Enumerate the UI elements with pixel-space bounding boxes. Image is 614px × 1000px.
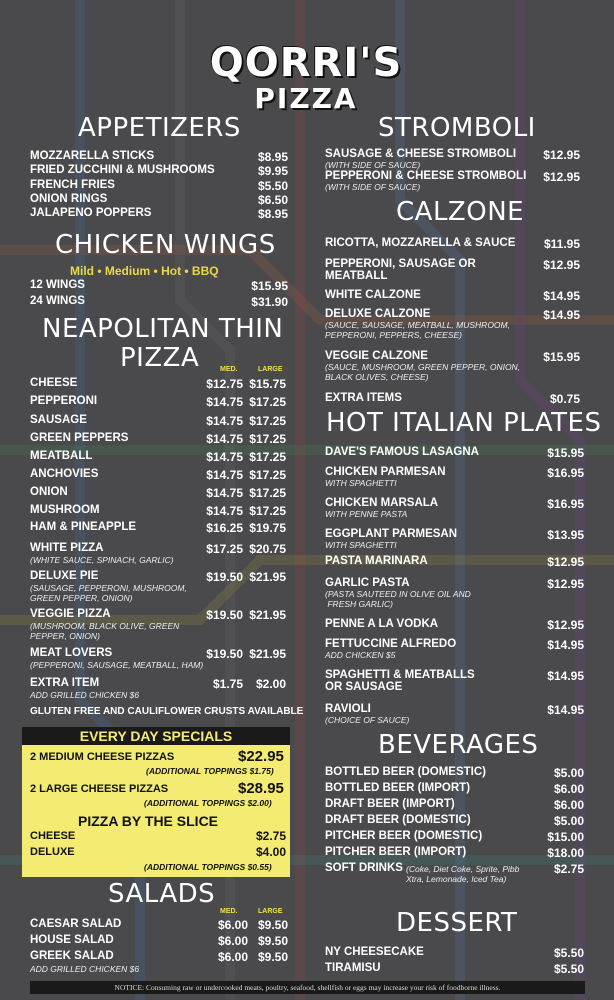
stromboli-item-note: (WITH SIDE OF SAUCE) — [325, 160, 421, 170]
stromboli-item-note: (WITH SIDE OF SAUCE) — [325, 182, 421, 192]
salad-item-name: HOUSE SALAD — [30, 934, 114, 946]
slice2-price: $4.00 — [256, 845, 287, 859]
beverage-item-price: $18.00 — [547, 846, 584, 860]
pizza-price-large: $19.75 — [249, 521, 286, 535]
calzone-item-price: $0.75 — [549, 392, 580, 406]
beverage-item-price: $6.00 — [553, 782, 584, 796]
salads-col-large: LARGE — [258, 908, 283, 915]
plate-item-price: $15.95 — [547, 446, 584, 460]
pizza-item-name: CHEESE — [30, 377, 78, 389]
pizza-price-large: $17.25 — [249, 450, 286, 464]
pizza-col-med: MED. — [220, 366, 238, 373]
stromboli-item-price: $12.95 — [543, 170, 580, 184]
slice2-name: DELUXE — [30, 846, 75, 858]
pizza-price-med: $14.75 — [206, 450, 243, 464]
logo-subtitle: PIZZA — [254, 82, 358, 115]
plate-item-name: FETTUCCINE ALFREDO — [325, 638, 457, 650]
plate-item-price: $12.95 — [547, 618, 584, 632]
appetizer-item-price: $8.95 — [257, 207, 288, 221]
pizza-item-name: MEAT LOVERS — [30, 647, 113, 659]
pizza-item-name: EXTRA ITEM — [30, 677, 100, 689]
salads-note: ADD GRILLED CHICKEN $6 — [30, 964, 140, 974]
pizza-heading-line2: PIZZA — [120, 343, 200, 373]
pizza-price-med: $14.75 — [206, 432, 243, 446]
stromboli-item-price: $12.95 — [543, 148, 580, 162]
pizza-price-large: $17.25 — [249, 414, 286, 428]
wing-sauces: Mild • Medium • Hot • BBQ — [70, 264, 219, 278]
pizza-item-note: (SAUSAGE, PEPPERONI, MUSHROOM, GREEN PEPPER, ONION) — [30, 583, 187, 603]
logo-name: QORRI'S — [209, 40, 403, 86]
deal1-note: (ADDITIONAL TOPPINGS $1.75) — [146, 766, 274, 776]
pizza-item-name: WHITE PIZZA — [30, 542, 104, 554]
pizza-item-name: GREEN PEPPERS — [30, 432, 129, 444]
pizza-item-name: VEGGIE PIZZA — [30, 608, 111, 620]
pizza-price-large: $17.25 — [249, 468, 286, 482]
beverage-item-name: DRAFT BEER (DOMESTIC) — [325, 814, 471, 826]
appetizer-item-name: FRENCH FRIES — [30, 179, 115, 191]
stromboli-item-name: SAUSAGE & CHEESE STROMBOLI — [325, 148, 517, 160]
plate-item-price: $14.95 — [547, 703, 584, 717]
food-safety-notice: NOTICE: Consuming raw or undercooked meats, poultry, seafood, shellfish or eggs may increase your risk of foodborne illness. — [30, 981, 585, 994]
slice1-name: CHEESE — [30, 830, 76, 842]
beverage-item-name: BOTTLED BEER (IMPORT) — [325, 782, 471, 794]
calzone-item-price: $11.95 — [543, 237, 580, 251]
salad-price-med: $6.00 — [217, 918, 248, 932]
plate-item-name: EGGPLANT PARMESAN — [325, 528, 458, 540]
pizza-heading-line1: NEAPOLITAN THIN — [42, 314, 284, 344]
deal1-price: $22.95 — [238, 748, 284, 765]
plate-item-name: DAVE'S FAMOUS LASAGNA — [325, 446, 479, 458]
slice-note: (ADDITIONAL TOPPINGS $0.55) — [144, 862, 272, 872]
beverage-item-name: PITCHER BEER (DOMESTIC) — [325, 830, 483, 842]
pizza-price-med: $19.50 — [206, 647, 243, 661]
wing-item-name: 12 WINGS — [30, 279, 85, 291]
pizza-price-large: $20.75 — [249, 542, 286, 556]
pizza-price-med: $17.25 — [206, 542, 243, 556]
plate-item-note: (CHOICE OF SAUCE) — [325, 715, 410, 725]
pizza-item-name: PEPPERONI — [30, 395, 98, 407]
plate-item-price: $14.95 — [547, 669, 584, 683]
dessert-item-price: $5.50 — [553, 962, 584, 976]
pizza-price-large: $21.95 — [249, 647, 286, 661]
calzone-heading: CALZONE — [396, 197, 525, 227]
chicken-wings-heading: CHICKEN WINGS — [55, 230, 276, 260]
plate-item-price: $16.95 — [547, 497, 584, 511]
plate-item-price: $14.95 — [547, 638, 584, 652]
pizza-price-med: $1.75 — [212, 677, 243, 691]
beverage-item-price: $6.00 — [553, 798, 584, 812]
plate-item-price: $12.95 — [547, 577, 584, 591]
appetizer-item-name: MOZZARELLA STICKS — [30, 150, 155, 162]
appetizers-heading: APPETIZERS — [78, 113, 241, 143]
pizza-price-med: $16.25 — [206, 521, 243, 535]
pizza-price-med: $14.75 — [206, 468, 243, 482]
plate-item-note: (PASTA SAUTEED IN OLIVE OIL AND FRESH GARLIC) — [325, 589, 471, 609]
pizza-item-note: (WHITE SAUCE, SPINACH, GARLIC) — [30, 555, 174, 565]
stromboli-item-name: PEPPERONI & CHEESE STROMBOLI — [325, 170, 527, 182]
calzone-item-name: DELUXE CALZONE — [325, 308, 431, 320]
calzone-item-price: $14.95 — [543, 308, 580, 322]
appetizer-item-price: $8.95 — [257, 150, 288, 164]
pizza-item-name: ONION — [30, 486, 68, 498]
pizza-item-name: MUSHROOM — [30, 504, 100, 516]
deal2-price: $28.95 — [238, 780, 284, 797]
plate-item-note: WITH SPAGHETTI — [325, 540, 397, 550]
pizza-item-name: DELUXE PIE — [30, 570, 99, 582]
pizza-price-large: $17.25 — [249, 395, 286, 409]
wing-item-price: $31.90 — [251, 295, 288, 309]
pizza-price-large: $17.25 — [249, 486, 286, 500]
dessert-item-name: TIRAMISU — [325, 962, 381, 974]
wing-item-price: $15.95 — [251, 279, 288, 293]
salad-price-large: $9.50 — [257, 950, 288, 964]
soft-drinks-name: SOFT DRINKS — [325, 862, 403, 874]
calzone-item-note: (SAUCE, MUSHROOM, GREEN PEPPER, ONION, BLACK OLIVES, CHEESE) — [325, 362, 521, 382]
beverage-item-name: BOTTLED BEER (DOMESTIC) — [325, 766, 486, 778]
dessert-item-price: $5.50 — [553, 946, 584, 960]
beverage-item-price: $5.00 — [553, 814, 584, 828]
pizza-price-med: $14.75 — [206, 486, 243, 500]
calzone-item-name: WHITE CALZONE — [325, 289, 421, 301]
appetizer-item-price: $9.95 — [257, 164, 288, 178]
calzone-item-name: VEGGIE CALZONE — [325, 350, 428, 362]
pizza-price-large: $21.95 — [249, 570, 286, 584]
pizza-price-med: $19.50 — [206, 570, 243, 584]
plate-item-price: $13.95 — [547, 528, 584, 542]
appetizer-item-name: JALAPENO POPPERS — [30, 207, 152, 219]
stromboli-heading: STROMBOLI — [378, 113, 536, 143]
beverage-item-name: DRAFT BEER (IMPORT) — [325, 798, 455, 810]
pizza-item-note: (PEPPERONI, SAUSAGE, MEATBALL, HAM) — [30, 660, 204, 670]
soft-drinks-note: (Coke, Diet Coke, Sprite, Pibb Xtra, Lemonade, Iced Tea) — [406, 864, 520, 884]
pizza-item-name: ANCHOVIES — [30, 468, 99, 480]
pizza-item-note: ADD GRILLED CHICKEN $6 — [30, 690, 140, 700]
calzone-item-price: $14.95 — [543, 289, 580, 303]
pizza-item-name: MEATBALL — [30, 450, 93, 462]
salad-price-large: $9.50 — [257, 934, 288, 948]
calzone-item-name: PEPPERONI, SAUSAGE OR MEATBALL — [325, 258, 476, 282]
plates-heading: HOT ITALIAN PLATES — [326, 408, 602, 438]
plate-item-note: WITH SPAGHETTI — [325, 478, 397, 488]
plate-item-name: SPAGHETTI & MEATBALLS OR SAUSAGE — [325, 669, 475, 693]
pizza-price-med: $14.75 — [206, 504, 243, 518]
plate-item-price: $12.95 — [547, 555, 584, 569]
beverage-item-price: $5.00 — [553, 766, 584, 780]
deal2-note: (ADDITIONAL TOPPINGS $2.00) — [144, 798, 272, 808]
pizza-price-large: $17.25 — [249, 432, 286, 446]
calzone-item-name: RICOTTA, MOZZARELLA & SAUCE — [325, 237, 516, 249]
crust-note: GLUTEN FREE AND CAULIFLOWER CRUSTS AVAILABLE — [30, 706, 304, 717]
plate-item-name: PASTA MARINARA — [325, 555, 428, 567]
appetizer-item-price: $6.50 — [257, 193, 288, 207]
calzone-item-price: $12.95 — [543, 258, 580, 272]
salads-heading: SALADS — [108, 879, 216, 909]
pizza-price-large: $15.75 — [249, 377, 286, 391]
pizza-price-large: $17.25 — [249, 504, 286, 518]
slice1-price: $2.75 — [256, 829, 287, 843]
beverages-heading: BEVERAGES — [378, 730, 539, 760]
salad-price-med: $6.00 — [217, 934, 248, 948]
pizza-price-med: $19.50 — [206, 608, 243, 622]
beverage-item-price: $15.00 — [547, 830, 584, 844]
pizza-price-large: $2.00 — [255, 677, 286, 691]
pizza-col-large: LARGE — [258, 366, 283, 373]
plate-item-name: CHICKEN MARSALA — [325, 497, 439, 509]
plate-item-note: WITH PENNE PASTA — [325, 509, 408, 519]
calzone-item-note: (SAUCE, SAUSAGE, MEATBALL, MUSHROOM, PEPPERONI, PEPPERS, CHEESE) — [325, 320, 510, 340]
calzone-item-name: EXTRA ITEMS — [325, 392, 402, 404]
plate-item-name: RAVIOLI — [325, 703, 371, 715]
plate-item-name: GARLIC PASTA — [325, 577, 410, 589]
appetizer-item-name: FRIED ZUCCHINI & MUSHROOMS — [30, 164, 215, 176]
pizza-item-name: HAM & PINEAPPLE — [30, 521, 137, 533]
appetizer-item-price: $5.50 — [257, 179, 288, 193]
everyday-specials-box — [22, 727, 290, 877]
pizza-price-large: $21.95 — [249, 608, 286, 622]
salad-item-name: CAESAR SALAD — [30, 918, 122, 930]
dessert-heading: DESSERT — [396, 908, 518, 938]
dessert-item-name: NY CHEESECAKE — [325, 946, 424, 958]
salad-item-name: GREEK SALAD — [30, 950, 114, 962]
plate-item-name: CHICKEN PARMESAN — [325, 466, 446, 478]
slice-heading: PIZZA BY THE SLICE — [78, 813, 219, 829]
appetizer-item-name: ONION RINGS — [30, 193, 108, 205]
restaurant-logo — [206, 38, 406, 116]
salad-price-large: $9.50 — [257, 918, 288, 932]
pizza-price-med: $12.75 — [206, 377, 243, 391]
plate-item-note: ADD CHICKEN $5 — [325, 650, 396, 660]
wing-item-name: 24 WINGS — [30, 295, 85, 307]
pizza-item-name: SAUSAGE — [30, 414, 87, 426]
calzone-item-price: $15.95 — [543, 350, 580, 364]
salad-price-med: $6.00 — [217, 950, 248, 964]
specials-heading: EVERY DAY SPECIALS — [22, 727, 290, 745]
plate-item-name: PENNE A LA VODKA — [325, 618, 439, 630]
pizza-item-note: (MUSHROOM, BLACK OLIVE, GREEN PEPPER, ONION) — [30, 621, 180, 641]
deal1-name: 2 MEDIUM CHEESE PIZZAS — [30, 751, 175, 763]
deal2-name: 2 LARGE CHEESE PIZZAS — [30, 783, 169, 795]
salads-col-med: MED. — [220, 908, 238, 915]
pizza-price-med: $14.75 — [206, 414, 243, 428]
soft-drinks-price: $2.75 — [553, 862, 584, 876]
beverage-item-name: PITCHER BEER (IMPORT) — [325, 846, 467, 858]
plate-item-price: $16.95 — [547, 466, 584, 480]
pizza-price-med: $14.75 — [206, 395, 243, 409]
